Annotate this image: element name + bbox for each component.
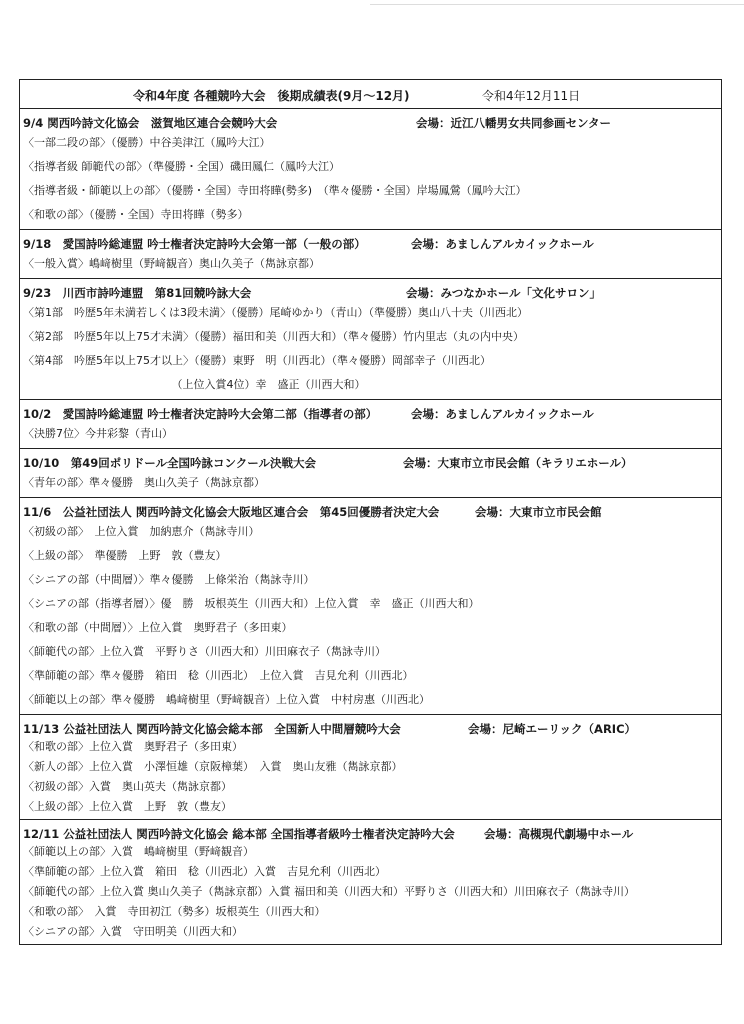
result-line: 〈初級の部〉 上位入賞 加納恵介（雋詠寺川） <box>23 525 260 538</box>
result-line: 〈和歌の部（中間層）〉上位入賞 奥野君子（多田東） <box>23 621 293 634</box>
venue: 会場：大東市立市民会館（キラリエホール） <box>403 456 633 470</box>
scan-edge-line <box>370 4 744 5</box>
venue: 会場：尼崎エーリック（ARIC） <box>468 722 637 736</box>
event-name: 9/4 関西吟詩文化協会 滋賀地区連合会競吟大会 <box>23 116 278 130</box>
result-line: （上位入賞4位）幸 盛正（川西大和） <box>23 378 366 391</box>
result-line: 〈第2部 吟歴5年以上75才未満〉（優勝）福田和美（川西大和）（準々優勝）竹内里志（丸の内中央） <box>23 330 524 343</box>
result-line: 〈青年の部〉準々優勝 奥山久美子（雋詠京都） <box>23 476 265 489</box>
competition-section <box>20 400 721 449</box>
competition-section <box>20 820 721 944</box>
result-line: 〈師範代の部〉上位入賞 奥山久美子（雋詠京都）入賞 福田和美（川西大和）平野りさ（川西大和）川田麻衣子（雋詠寺川） <box>23 885 635 898</box>
event-name: 9/23 川西市詩吟連盟 第81回競吟詠大会 <box>23 286 252 300</box>
result-line: 〈決勝7位〉今井彩黎（青山） <box>23 427 173 440</box>
result-line: 〈一部二段の部〉（優勝）中谷美津江（鳳吟大江） <box>23 136 271 149</box>
section-header <box>20 501 721 520</box>
event-name: 12/11 公益社団法人 関西吟詩文化協会 総本部 全国指導者級吟士権者決定詩吟大会 <box>23 827 455 841</box>
competition-section <box>20 279 721 400</box>
section-header <box>20 282 721 301</box>
venue: 会場：みつなかホール「文化サロン」 <box>406 286 602 300</box>
result-line: 〈シニアの部（指導者層）〉優 勝 坂根英生（川西大和）上位入賞 幸 盛正（川西大和） <box>23 597 480 610</box>
result-line: 〈第4部 吟歴5年以上75才以上〉（優勝）東野 明（川西北）（準々優勝）岡部幸子（川西北） <box>23 354 491 367</box>
event-name: 9/18 愛国詩吟総連盟 吟士権者決定詩吟大会第一部（一般の部） <box>23 237 366 251</box>
page-title: 令和4年度 各種競吟大会 後期成績表(9月〜12月) <box>133 89 410 103</box>
section-header <box>20 823 721 842</box>
venue: 会場：あましんアルカイックホール <box>411 407 594 421</box>
table-header <box>20 80 721 109</box>
venue: 会場：高槻現代劇場中ホール <box>484 827 634 841</box>
result-line: 〈師範以上の部〉準々優勝 嶋﨑樹里（野﨑観音）上位入賞 中村房惠（川西北） <box>23 693 430 706</box>
issue-date: 令和4年12月11日 <box>482 89 581 103</box>
section-header <box>20 233 721 252</box>
result-line: 〈和歌の部〉 入賞 寺田初江（勢多）坂根英生（川西大和） <box>23 905 326 918</box>
result-line: 〈師範以上の部〉入賞 嶋﨑樹里（野﨑観音） <box>23 845 254 858</box>
competition-section <box>20 715 721 820</box>
competition-section <box>20 109 721 230</box>
result-line: 〈上級の部〉上位入賞 上野 敦（豊友） <box>23 800 232 813</box>
result-line: 〈初級の部〉入賞 奥山英夫（雋詠京都） <box>23 780 232 793</box>
competition-section <box>20 498 721 715</box>
event-name: 10/2 愛国詩吟総連盟 吟士権者決定詩吟大会第二部（指導者の部） <box>23 407 378 421</box>
result-line: 〈和歌の部〉（優勝・全国）寺田将瞱（勢多） <box>23 208 249 221</box>
result-line: 〈シニアの部（中間層）〉準々優勝 上條栄治（雋詠寺川） <box>23 573 315 586</box>
venue: 会場：大東市立市民会館 <box>475 505 602 519</box>
section-header <box>20 718 721 737</box>
result-line: 〈師範代の部〉上位入賞 平野りさ（川西大和）川田麻衣子（雋詠寺川） <box>23 645 386 658</box>
section-header <box>20 112 721 131</box>
competition-section <box>20 230 721 279</box>
section-header <box>20 403 721 422</box>
result-line: 〈指導者級 師範代の部〉（準優勝・全国）磯田鳳仁（鳳吟大江） <box>23 160 340 173</box>
competition-section <box>20 449 721 498</box>
event-name: 11/6 公益社団法人 関西吟詩文化協会大阪地区連合会 第45回優勝者決定大会 <box>23 505 440 519</box>
venue: 会場：あましんアルカイックホール <box>411 237 594 251</box>
venue: 会場：近江八幡男女共同参画センター <box>416 116 612 130</box>
result-line: 〈新人の部〉上位入賞 小澤恒雄（京阪樟葉） 入賞 奥山友雅（雋詠京都） <box>23 760 403 773</box>
section-header <box>20 452 721 471</box>
result-line: 〈第1部 吟歴5年未満若しくは3段未満〉（優勝）尾崎ゆかり（青山）（準優勝）奥山八十夫（川西北） <box>23 306 528 319</box>
result-line: 〈シニアの部〉入賞 守田明美（川西大和） <box>23 925 243 938</box>
result-line: 〈一般入賞〉嶋﨑樹里（野﨑観音）奥山久美子（雋詠京都） <box>23 257 320 270</box>
result-line: 〈指導者級・師範以上の部〉（優勝・全国）寺田将瞱(勢多) （準々優勝・全国）岸場鳳鶯（鳳吟大江） <box>23 184 527 197</box>
event-name: 10/10 第49回ポリドール全国吟詠コンクール決戦大会 <box>23 456 317 470</box>
result-line: 〈和歌の部〉上位入賞 奥野君子（多田東） <box>23 740 243 753</box>
result-line: 〈上級の部〉 準優勝 上野 敦（豊友） <box>23 549 227 562</box>
result-line: 〈準師範の部〉準々優勝 箱田 稔（川西北） 上位入賞 吉見允利（川西北） <box>23 669 414 682</box>
event-name: 11/13 公益社団法人 関西吟詩文化協会総本部 全国新人中間層競吟大会 <box>23 722 401 736</box>
results-table <box>19 79 722 945</box>
result-line: 〈準師範の部〉上位入賞 箱田 稔（川西北）入賞 吉見允利（川西北） <box>23 865 386 878</box>
